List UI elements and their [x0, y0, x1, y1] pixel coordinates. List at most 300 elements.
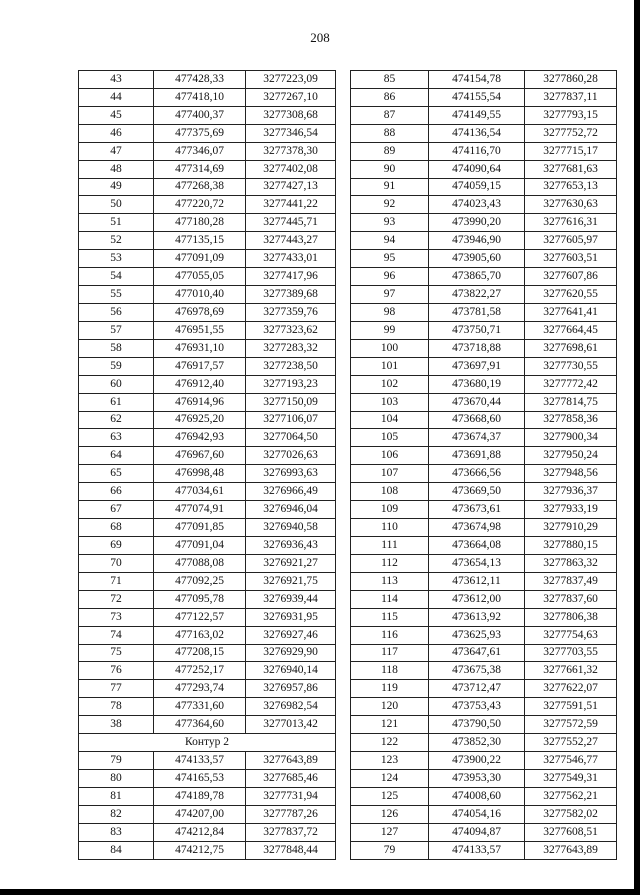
table-row: [351, 357, 617, 375]
x-coordinate-cell: 473822,27: [429, 286, 525, 304]
y-coordinate-cell: 3277858,36: [525, 411, 617, 429]
y-coordinate-cell: 3277630,63: [525, 196, 617, 214]
table-row: [351, 429, 617, 447]
y-coordinate-cell: 3277283,32: [246, 339, 336, 357]
x-coordinate-cell: 474165,53: [154, 769, 246, 787]
table-row: [79, 160, 336, 178]
table-row: [351, 698, 617, 716]
y-coordinate-cell: 3277910,29: [525, 519, 617, 537]
point-number-cell: 45: [79, 106, 154, 124]
point-number-cell: 115: [351, 608, 429, 626]
point-number-cell: 106: [351, 447, 429, 465]
x-coordinate-cell: 477418,10: [154, 88, 246, 106]
point-number-cell: 38: [79, 716, 154, 734]
table-row: [351, 787, 617, 805]
table-row: [351, 554, 617, 572]
table-row: [351, 286, 617, 304]
table-row: [79, 769, 336, 787]
x-coordinate-cell: 477055,05: [154, 268, 246, 286]
table-row: [351, 71, 617, 89]
x-coordinate-cell: 473905,60: [429, 250, 525, 268]
x-coordinate-cell: 477293,74: [154, 680, 246, 698]
table-row: [79, 572, 336, 590]
x-coordinate-cell: 473654,13: [429, 554, 525, 572]
x-coordinate-cell: 473674,37: [429, 429, 525, 447]
y-coordinate-cell: 3277730,55: [525, 357, 617, 375]
point-number-cell: 53: [79, 250, 154, 268]
table-row: [79, 339, 336, 357]
x-coordinate-cell: 477346,07: [154, 142, 246, 160]
point-number-cell: 93: [351, 214, 429, 232]
y-coordinate-cell: 3277641,41: [525, 303, 617, 321]
x-coordinate-cell: 474212,75: [154, 841, 246, 859]
x-coordinate-cell: 473674,98: [429, 519, 525, 537]
point-number-cell: 108: [351, 483, 429, 501]
y-coordinate-cell: 3277793,15: [525, 106, 617, 124]
point-number-cell: 71: [79, 572, 154, 590]
x-coordinate-cell: 473668,60: [429, 411, 525, 429]
point-number-cell: 126: [351, 805, 429, 823]
x-coordinate-cell: 477208,15: [154, 644, 246, 662]
table-row: [79, 357, 336, 375]
point-number-cell: 46: [79, 124, 154, 142]
y-coordinate-cell: 3277582,02: [525, 805, 617, 823]
table-row: [351, 447, 617, 465]
table-row: [79, 321, 336, 339]
point-number-cell: 79: [351, 841, 429, 859]
y-coordinate-cell: 3277389,68: [246, 286, 336, 304]
point-number-cell: 116: [351, 626, 429, 644]
point-number-cell: 52: [79, 232, 154, 250]
y-coordinate-cell: 3277685,46: [246, 769, 336, 787]
x-coordinate-cell: 474094,87: [429, 823, 525, 841]
point-number-cell: 99: [351, 321, 429, 339]
y-coordinate-cell: 3277752,72: [525, 124, 617, 142]
point-number-cell: 103: [351, 393, 429, 411]
y-coordinate-cell: 3276927,46: [246, 626, 336, 644]
point-number-cell: 109: [351, 501, 429, 519]
table-row: [351, 805, 617, 823]
y-coordinate-cell: 3276939,44: [246, 590, 336, 608]
y-coordinate-cell: 3277546,77: [525, 752, 617, 770]
point-number-cell: 110: [351, 519, 429, 537]
point-number-cell: 84: [79, 841, 154, 859]
x-coordinate-cell: 473946,90: [429, 232, 525, 250]
point-number-cell: 47: [79, 142, 154, 160]
y-coordinate-cell: 3277936,37: [525, 483, 617, 501]
table-row: [351, 303, 617, 321]
point-number-cell: 123: [351, 752, 429, 770]
x-coordinate-cell: 476998,48: [154, 465, 246, 483]
table-row: [79, 536, 336, 554]
y-coordinate-cell: 3277549,31: [525, 769, 617, 787]
table-row: [351, 124, 617, 142]
table-row: [351, 465, 617, 483]
x-coordinate-cell: 477314,69: [154, 160, 246, 178]
table-row: [351, 841, 617, 859]
table-row: [351, 608, 617, 626]
y-coordinate-cell: 3277616,31: [525, 214, 617, 232]
coordinates-table-left: [78, 70, 336, 860]
table-row: [79, 142, 336, 160]
x-coordinate-cell: 477428,33: [154, 71, 246, 89]
x-coordinate-cell: 473612,00: [429, 590, 525, 608]
point-number-cell: 89: [351, 142, 429, 160]
x-coordinate-cell: 476942,93: [154, 429, 246, 447]
x-coordinate-cell: 473753,43: [429, 698, 525, 716]
point-number-cell: 60: [79, 375, 154, 393]
table-row: [79, 501, 336, 519]
point-number-cell: 85: [351, 71, 429, 89]
y-coordinate-cell: 3276929,90: [246, 644, 336, 662]
x-coordinate-cell: 474059,15: [429, 178, 525, 196]
x-coordinate-cell: 477091,04: [154, 536, 246, 554]
table-row: [351, 662, 617, 680]
y-coordinate-cell: 3277933,19: [525, 501, 617, 519]
y-coordinate-cell: 3276982,54: [246, 698, 336, 716]
y-coordinate-cell: 3277150,09: [246, 393, 336, 411]
y-coordinate-cell: 3277620,55: [525, 286, 617, 304]
point-number-cell: 75: [79, 644, 154, 662]
point-number-cell: 63: [79, 429, 154, 447]
table-row: [79, 662, 336, 680]
y-coordinate-cell: 3277552,27: [525, 734, 617, 752]
y-coordinate-cell: 3276936,43: [246, 536, 336, 554]
x-coordinate-cell: 476967,60: [154, 447, 246, 465]
point-number-cell: 74: [79, 626, 154, 644]
point-number-cell: 86: [351, 88, 429, 106]
x-coordinate-cell: 474207,00: [154, 805, 246, 823]
table-row: [351, 626, 617, 644]
point-number-cell: 127: [351, 823, 429, 841]
x-coordinate-cell: 476978,69: [154, 303, 246, 321]
y-coordinate-cell: 3277837,72: [246, 823, 336, 841]
x-coordinate-cell: 477034,61: [154, 483, 246, 501]
x-coordinate-cell: 474149,55: [429, 106, 525, 124]
y-coordinate-cell: 3277837,11: [525, 88, 617, 106]
point-number-cell: 55: [79, 286, 154, 304]
table-row: [351, 393, 617, 411]
table-row: [79, 590, 336, 608]
y-coordinate-cell: 3277013,42: [246, 716, 336, 734]
table-row: [351, 106, 617, 124]
table-row: [351, 519, 617, 537]
y-coordinate-cell: 3277267,10: [246, 88, 336, 106]
x-coordinate-cell: 474212,84: [154, 823, 246, 841]
x-coordinate-cell: 473900,22: [429, 752, 525, 770]
table-row: [79, 465, 336, 483]
table-row: [79, 787, 336, 805]
point-number-cell: 90: [351, 160, 429, 178]
table-row: [79, 447, 336, 465]
x-coordinate-cell: 473712,47: [429, 680, 525, 698]
x-coordinate-cell: 473781,58: [429, 303, 525, 321]
coordinates-table-right: [350, 70, 617, 860]
y-coordinate-cell: 3277562,21: [525, 787, 617, 805]
table-row: [79, 644, 336, 662]
x-coordinate-cell: 473718,88: [429, 339, 525, 357]
point-number-cell: 83: [79, 823, 154, 841]
point-number-cell: 66: [79, 483, 154, 501]
x-coordinate-cell: 476931,10: [154, 339, 246, 357]
x-coordinate-cell: 473666,56: [429, 465, 525, 483]
table-row: [79, 286, 336, 304]
x-coordinate-cell: 476912,40: [154, 375, 246, 393]
point-number-cell: 73: [79, 608, 154, 626]
x-coordinate-cell: 474008,60: [429, 787, 525, 805]
point-number-cell: 44: [79, 88, 154, 106]
x-coordinate-cell: 473670,44: [429, 393, 525, 411]
point-number-cell: 68: [79, 519, 154, 537]
table-row: [79, 88, 336, 106]
point-number-cell: 77: [79, 680, 154, 698]
x-coordinate-cell: 477091,09: [154, 250, 246, 268]
table-row: [79, 554, 336, 572]
point-number-cell: 102: [351, 375, 429, 393]
y-coordinate-cell: 3276957,86: [246, 680, 336, 698]
table-row: [351, 160, 617, 178]
table-row: [79, 71, 336, 89]
page-number: 208: [310, 30, 330, 45]
x-coordinate-cell: 477091,85: [154, 519, 246, 537]
table-row: [351, 214, 617, 232]
table-row: [79, 608, 336, 626]
point-number-cell: 70: [79, 554, 154, 572]
point-number-cell: 117: [351, 644, 429, 662]
table-row: [351, 268, 617, 286]
point-number-cell: 64: [79, 447, 154, 465]
table-row: [351, 196, 617, 214]
table-row: [79, 698, 336, 716]
y-coordinate-cell: 3277417,96: [246, 268, 336, 286]
x-coordinate-cell: 473669,50: [429, 483, 525, 501]
y-coordinate-cell: 3277603,51: [525, 250, 617, 268]
point-number-cell: 72: [79, 590, 154, 608]
y-coordinate-cell: 3277880,15: [525, 536, 617, 554]
y-coordinate-cell: 3276966,49: [246, 483, 336, 501]
x-coordinate-cell: 477135,15: [154, 232, 246, 250]
y-coordinate-cell: 3277323,62: [246, 321, 336, 339]
y-coordinate-cell: 3277948,56: [525, 465, 617, 483]
y-coordinate-cell: 3277806,38: [525, 608, 617, 626]
x-coordinate-cell: 477122,57: [154, 608, 246, 626]
table-row: [351, 734, 617, 752]
table-row: [351, 88, 617, 106]
y-coordinate-cell: 3277900,34: [525, 429, 617, 447]
x-coordinate-cell: 476914,96: [154, 393, 246, 411]
x-coordinate-cell: 473865,70: [429, 268, 525, 286]
y-coordinate-cell: 3277622,07: [525, 680, 617, 698]
point-number-cell: 100: [351, 339, 429, 357]
y-coordinate-cell: 3277664,45: [525, 321, 617, 339]
x-coordinate-cell: 473691,88: [429, 447, 525, 465]
table-row: [351, 411, 617, 429]
point-number-cell: 113: [351, 572, 429, 590]
table-row: [351, 178, 617, 196]
x-coordinate-cell: 474133,57: [429, 841, 525, 859]
point-number-cell: 121: [351, 716, 429, 734]
y-coordinate-cell: 3276921,27: [246, 554, 336, 572]
x-coordinate-cell: 477268,38: [154, 178, 246, 196]
x-coordinate-cell: 477088,08: [154, 554, 246, 572]
point-number-cell: 48: [79, 160, 154, 178]
y-coordinate-cell: 3277427,13: [246, 178, 336, 196]
y-coordinate-cell: 3277193,23: [246, 375, 336, 393]
point-number-cell: 124: [351, 769, 429, 787]
x-coordinate-cell: 477252,17: [154, 662, 246, 680]
point-number-cell: 91: [351, 178, 429, 196]
table-row: [79, 178, 336, 196]
point-number-cell: 56: [79, 303, 154, 321]
y-coordinate-cell: 3277238,50: [246, 357, 336, 375]
x-coordinate-cell: 473613,92: [429, 608, 525, 626]
x-coordinate-cell: 473673,61: [429, 501, 525, 519]
point-number-cell: 61: [79, 393, 154, 411]
point-number-cell: 88: [351, 124, 429, 142]
y-coordinate-cell: 3277378,30: [246, 142, 336, 160]
x-coordinate-cell: 477092,25: [154, 572, 246, 590]
y-coordinate-cell: 3277064,50: [246, 429, 336, 447]
x-coordinate-cell: 477180,28: [154, 214, 246, 232]
x-coordinate-cell: 477400,37: [154, 106, 246, 124]
y-coordinate-cell: 3277787,26: [246, 805, 336, 823]
table-row: [79, 519, 336, 537]
y-coordinate-cell: 3276940,14: [246, 662, 336, 680]
point-number-cell: 101: [351, 357, 429, 375]
point-number-cell: 76: [79, 662, 154, 680]
table-row: [79, 124, 336, 142]
y-coordinate-cell: 3277026,63: [246, 447, 336, 465]
y-coordinate-cell: 3277848,44: [246, 841, 336, 859]
y-coordinate-cell: 3277814,75: [525, 393, 617, 411]
table-row: [351, 572, 617, 590]
point-number-cell: 69: [79, 536, 154, 554]
y-coordinate-cell: 3277837,60: [525, 590, 617, 608]
y-coordinate-cell: 3277572,59: [525, 716, 617, 734]
point-number-cell: 59: [79, 357, 154, 375]
table-row: [79, 680, 336, 698]
y-coordinate-cell: 3277607,86: [525, 268, 617, 286]
y-coordinate-cell: 3277661,32: [525, 662, 617, 680]
section-title: Контур 2: [79, 734, 336, 752]
point-number-cell: 65: [79, 465, 154, 483]
table-row: [351, 375, 617, 393]
y-coordinate-cell: 3276931,95: [246, 608, 336, 626]
table-row: [79, 268, 336, 286]
y-coordinate-cell: 3277359,76: [246, 303, 336, 321]
point-number-cell: 125: [351, 787, 429, 805]
table-row: [79, 214, 336, 232]
x-coordinate-cell: 476925,20: [154, 411, 246, 429]
point-number-cell: 43: [79, 71, 154, 89]
point-number-cell: 120: [351, 698, 429, 716]
y-coordinate-cell: 3277605,97: [525, 232, 617, 250]
point-number-cell: 97: [351, 286, 429, 304]
y-coordinate-cell: 3277950,24: [525, 447, 617, 465]
table-row: [79, 841, 336, 859]
y-coordinate-cell: 3277715,17: [525, 142, 617, 160]
point-number-cell: 114: [351, 590, 429, 608]
y-coordinate-cell: 3277772,42: [525, 375, 617, 393]
y-coordinate-cell: 3277681,63: [525, 160, 617, 178]
point-number-cell: 118: [351, 662, 429, 680]
y-coordinate-cell: 3276946,04: [246, 501, 336, 519]
point-number-cell: 111: [351, 536, 429, 554]
x-coordinate-cell: 477074,91: [154, 501, 246, 519]
table-row: [79, 626, 336, 644]
point-number-cell: 67: [79, 501, 154, 519]
x-coordinate-cell: 473680,19: [429, 375, 525, 393]
x-coordinate-cell: 474189,78: [154, 787, 246, 805]
y-coordinate-cell: 3276940,58: [246, 519, 336, 537]
section-row: [79, 734, 336, 752]
table-row: [351, 716, 617, 734]
table-row: [351, 680, 617, 698]
y-coordinate-cell: 3277643,89: [525, 841, 617, 859]
x-coordinate-cell: 473990,20: [429, 214, 525, 232]
x-coordinate-cell: 477375,69: [154, 124, 246, 142]
x-coordinate-cell: 474136,54: [429, 124, 525, 142]
point-number-cell: 79: [79, 752, 154, 770]
x-coordinate-cell: 473953,30: [429, 769, 525, 787]
point-number-cell: 98: [351, 303, 429, 321]
table-row: [351, 501, 617, 519]
x-coordinate-cell: 473612,11: [429, 572, 525, 590]
x-coordinate-cell: 473750,71: [429, 321, 525, 339]
point-number-cell: 81: [79, 787, 154, 805]
table-row: [351, 536, 617, 554]
point-number-cell: 50: [79, 196, 154, 214]
table-row: [79, 196, 336, 214]
x-coordinate-cell: 473790,50: [429, 716, 525, 734]
y-coordinate-cell: 3277698,61: [525, 339, 617, 357]
x-coordinate-cell: 473664,08: [429, 536, 525, 554]
point-number-cell: 105: [351, 429, 429, 447]
table-row: [79, 483, 336, 501]
table-row: [351, 590, 617, 608]
table-row: [79, 429, 336, 447]
table-row: [79, 823, 336, 841]
y-coordinate-cell: 3277860,28: [525, 71, 617, 89]
x-coordinate-cell: 477163,02: [154, 626, 246, 644]
point-number-cell: 51: [79, 214, 154, 232]
x-coordinate-cell: 473647,61: [429, 644, 525, 662]
y-coordinate-cell: 3277223,09: [246, 71, 336, 89]
x-coordinate-cell: 473675,38: [429, 662, 525, 680]
x-coordinate-cell: 477095,78: [154, 590, 246, 608]
point-number-cell: 96: [351, 268, 429, 286]
point-number-cell: 57: [79, 321, 154, 339]
table-row: [351, 483, 617, 501]
point-number-cell: 104: [351, 411, 429, 429]
x-coordinate-cell: 474116,70: [429, 142, 525, 160]
point-number-cell: 58: [79, 339, 154, 357]
x-coordinate-cell: 477331,60: [154, 698, 246, 716]
table-row: [351, 142, 617, 160]
table-row: [351, 232, 617, 250]
table-row: [79, 375, 336, 393]
y-coordinate-cell: 3277643,89: [246, 752, 336, 770]
table-row: [79, 393, 336, 411]
x-coordinate-cell: 474154,78: [429, 71, 525, 89]
y-coordinate-cell: 3277402,08: [246, 160, 336, 178]
table-row: [79, 106, 336, 124]
point-number-cell: 87: [351, 106, 429, 124]
y-coordinate-cell: 3277703,55: [525, 644, 617, 662]
point-number-cell: 94: [351, 232, 429, 250]
table-row: [79, 232, 336, 250]
point-number-cell: 78: [79, 698, 154, 716]
